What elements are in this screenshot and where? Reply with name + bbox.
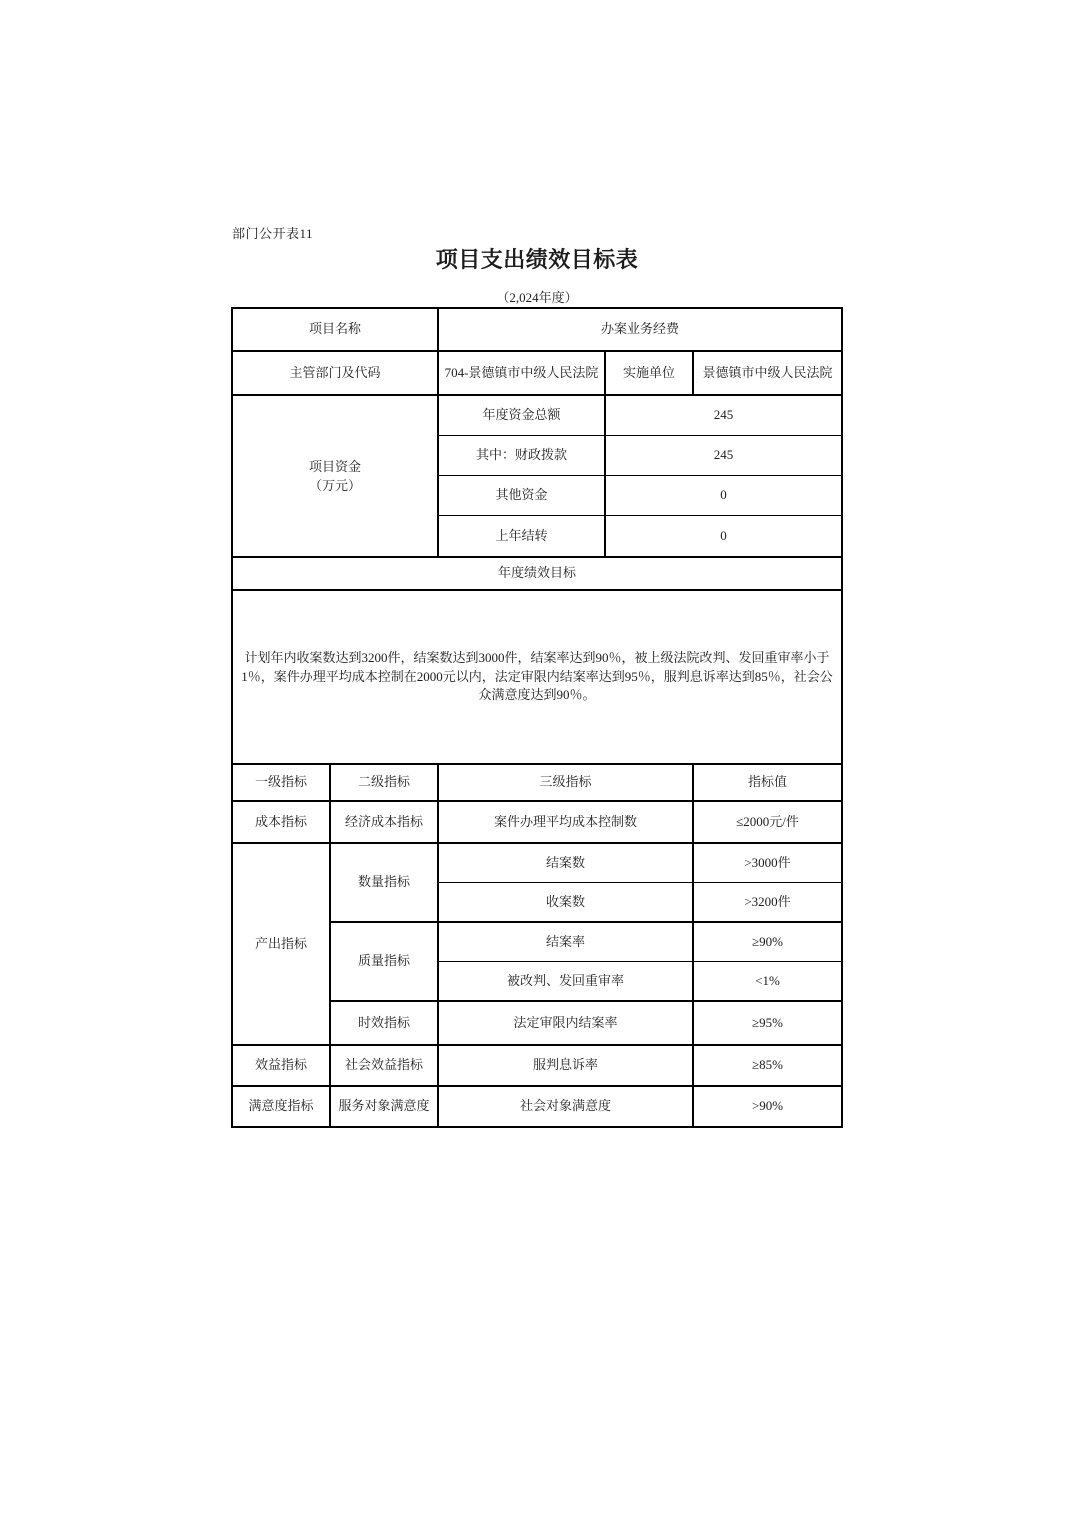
level3-acceptance-rate: 服判息诉率 xyxy=(438,1045,693,1086)
funds-label xyxy=(232,395,438,557)
level3-closed-cases: 结案数 xyxy=(438,843,693,883)
project-name-label: 项目名称 xyxy=(232,308,438,351)
annual-target-description-row xyxy=(232,590,842,764)
indicator-row-benefit xyxy=(232,1045,842,1086)
annual-target-header-row xyxy=(232,557,842,590)
funds-fiscal-value: 245 xyxy=(605,436,842,476)
doc-number-label: 部门公开表11 xyxy=(232,226,314,241)
value-time-limit-closure: ≥95% xyxy=(693,1001,842,1045)
value-reversal-rate: <1% xyxy=(693,962,842,1002)
funds-fiscal-label: 其中：财政拨款 xyxy=(438,436,605,476)
funds-row-total xyxy=(232,395,842,436)
indicator-header-level2: 二级指标 xyxy=(330,764,438,801)
value-closure-rate: ≥90% xyxy=(693,922,842,962)
funds-label-name: 项目资金 xyxy=(309,458,362,474)
funds-other-value: 0 xyxy=(605,476,842,516)
level3-closure-rate: 结案率 xyxy=(438,922,693,962)
level3-time-limit-closure: 法定审限内结案率 xyxy=(438,1001,693,1045)
level3-reversal-rate: 被改判、发回重审率 xyxy=(438,962,693,1002)
funds-label-unit: （万元） xyxy=(309,478,362,493)
page-title: 项目支出绩效目标表 xyxy=(435,247,639,272)
value-accepted-cases: >3200件 xyxy=(693,883,842,923)
indicator-header-level1: 一级指标 xyxy=(232,764,330,801)
level3-avg-cost-control: 案件办理平均成本控制数 xyxy=(438,801,693,843)
project-name-value: 办案业务经费 xyxy=(438,308,842,351)
level2-social-benefit: 社会效益指标 xyxy=(330,1045,438,1086)
value-avg-cost-control: ≤2000元/件 xyxy=(693,801,842,843)
level2-quantity: 数量指标 xyxy=(330,843,438,922)
level1-benefit: 效益指标 xyxy=(232,1045,330,1086)
level2-timeliness: 时效指标 xyxy=(330,1001,438,1045)
funds-other-label: 其他资金 xyxy=(438,476,605,516)
dept-code-label: 主管部门及代码 xyxy=(232,351,438,395)
level2-service-satisfaction: 服务对象满意度 xyxy=(330,1086,438,1127)
level3-social-satisfaction: 社会对象满意度 xyxy=(438,1086,693,1127)
indicator-row-cost xyxy=(232,801,842,843)
indicator-header-value: 指标值 xyxy=(693,764,842,801)
indicator-row-closed-cases xyxy=(232,843,842,883)
impl-unit-label: 实施单位 xyxy=(605,351,693,395)
impl-unit-value: 景德镇市中级人民法院 xyxy=(693,351,842,395)
annual-target-header: 年度绩效目标 xyxy=(232,557,842,590)
performance-target-table xyxy=(231,307,843,1128)
funds-carryover-value: 0 xyxy=(605,516,842,558)
indicator-header-level3: 三级指标 xyxy=(438,764,693,801)
level2-quality: 质量指标 xyxy=(330,922,438,1001)
page-subtitle: （2,024年度） xyxy=(496,290,578,305)
funds-total-value: 245 xyxy=(605,395,842,436)
value-social-satisfaction: >90% xyxy=(693,1086,842,1127)
indicator-row-satisfaction xyxy=(232,1086,842,1127)
project-name-row xyxy=(232,308,842,351)
value-acceptance-rate: ≥85% xyxy=(693,1045,842,1086)
funds-total-label: 年度资金总额 xyxy=(438,395,605,436)
level2-economic-cost: 经济成本指标 xyxy=(330,801,438,843)
level1-cost: 成本指标 xyxy=(232,801,330,843)
level1-output: 产出指标 xyxy=(232,843,330,1045)
funds-carryover-label: 上年结转 xyxy=(438,516,605,558)
department-row xyxy=(232,351,842,395)
annual-target-description: 计划年内收案数达到3200件，结案数达到3000件，结案率达到90％，被上级法院改判、发回重审率小于1％，案件办理平均成本控制在2000元以内，法定审限内结案率达到95％，服判息诉率达到85％，社会公众满意度达到90％。 xyxy=(232,590,842,764)
level1-satisfaction: 满意度指标 xyxy=(232,1086,330,1127)
value-closed-cases: >3000件 xyxy=(693,843,842,883)
dept-code-value: 704-景德镇市中级人民法院 xyxy=(438,351,605,395)
indicator-header-row xyxy=(232,764,842,801)
level3-accepted-cases: 收案数 xyxy=(438,883,693,923)
